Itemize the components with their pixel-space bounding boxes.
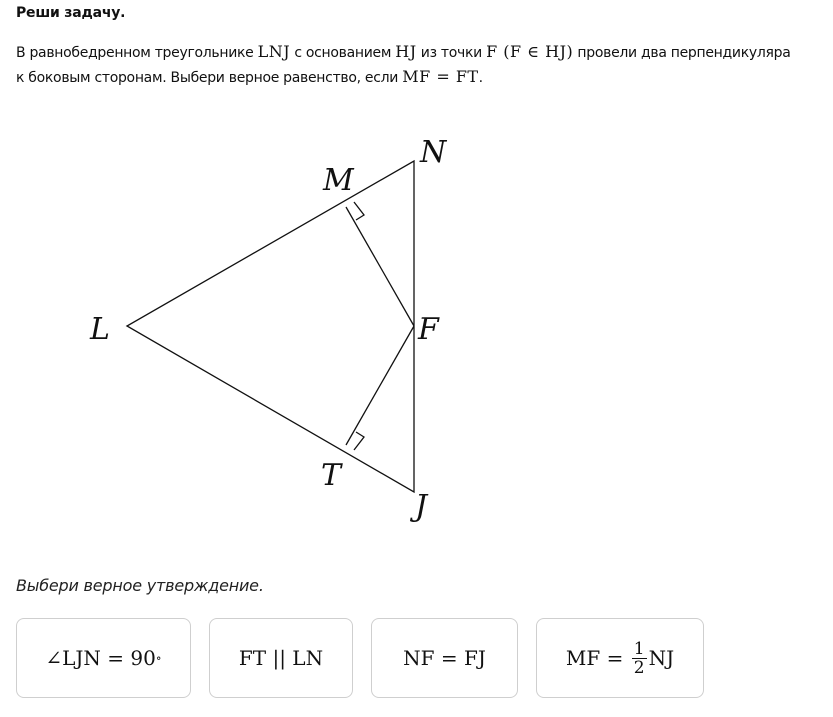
task-text-part: .	[478, 70, 483, 86]
vertex-label-l: L	[90, 312, 110, 347]
vertex-label-j: J	[415, 489, 428, 524]
answer-option-equal-segments[interactable]	[371, 618, 518, 698]
triangle-diagram	[0, 100, 833, 550]
answer-option-parallel[interactable]	[209, 618, 353, 698]
triangle-figure	[0, 100, 833, 550]
question-prompt: Выбери верное утверждение.	[16, 576, 264, 595]
option-text-left: MF =	[565, 646, 630, 670]
answer-option-angle[interactable]	[16, 618, 191, 698]
option-text-right: NJ	[648, 646, 675, 670]
task-text-part: с основанием	[290, 45, 396, 61]
fraction-one-half	[632, 640, 647, 677]
vertex-label-f: F	[418, 312, 439, 347]
degree-sign: ∘	[155, 651, 162, 665]
option-text: FT || LN	[238, 646, 324, 670]
base-name: HJ	[395, 42, 417, 61]
answer-option-half[interactable]	[536, 618, 704, 698]
task-text-part: провели два перпендикуляра к боковым сторонам. Выбери верное равенство, если	[16, 45, 791, 86]
task-title: Реши задачу.	[16, 5, 126, 21]
triangle-lnj	[127, 161, 414, 492]
right-angle-mark-m	[354, 202, 364, 220]
task-statement	[16, 40, 796, 90]
task-text-part: из точки	[416, 45, 487, 61]
option-text: ∠LJN = 90	[45, 646, 156, 670]
vertex-label-m: M	[323, 163, 354, 198]
perpendicular-ft	[346, 326, 414, 445]
point-expression: F (F ∈ HJ)	[486, 42, 574, 61]
task-text-part: В равнобедренном треугольнике	[16, 45, 258, 61]
fraction-denominator: 2	[633, 657, 645, 678]
perpendicular-fm	[346, 207, 414, 326]
vertex-label-t: T	[321, 458, 342, 493]
fraction-numerator: 1	[633, 638, 645, 659]
condition-expression: MF = FT	[402, 67, 479, 86]
right-angle-mark-t	[354, 432, 364, 450]
option-text: NF = FJ	[403, 646, 486, 670]
triangle-name: LNJ	[257, 42, 291, 61]
vertex-label-n: N	[420, 135, 447, 170]
